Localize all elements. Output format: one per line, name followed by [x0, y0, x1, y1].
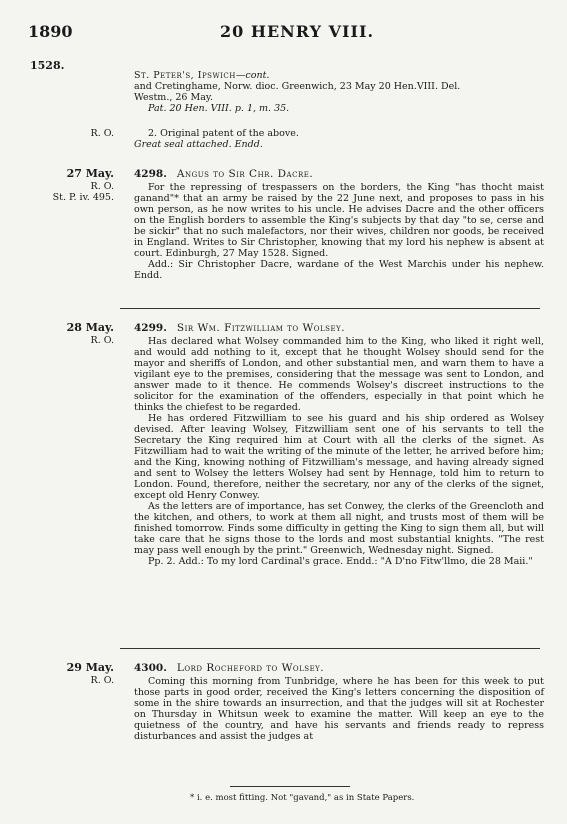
entry-4298-heading — [134, 168, 567, 180]
entry-divider — [120, 308, 540, 309]
entry-cont — [134, 70, 544, 114]
entry-4299-heading — [134, 322, 567, 334]
entry-4299-body: Has declared what Wolsey commanded him to the King, who liked it right well, and would add nothing to it, except that he thought Wolsey should send for the mayor and sheriffs of London, and other substantial men, and warn them to have a vigilant eye to the premises, considering that the message was sent to London, and answer made to it thence. He commends Wolsey's discreet instructions to the solicitor for the examination of the offenders, especially in that point which he thinks the chiefest to be regarded. He has ordered Fitzwilliam to see his guard and his ship ordered as Wolsey devised. After leaving Wolsey, Fitzwilliam sent one of his servants to tell the Secretary the King required him at Court with all the clerks of the signet. As Fitzwilliam had to wait the writing of the minute of the letter, he arrived before him; and the King, knowing nothing of Fitzwilliam's message, and having already signed and sent to Wolsey the letters Wolsey had sent by Hennage, told him to return to London. Found, therefore, neither the secretary, nor any of the clerks of the signet, except old Henry Conwey. As the letters are of importance, has set Conwey, the clerks of the Greencloth and the kitchen, and others, to work at them all night, and trusts most of them will be finished tomorrow. Finds some difficulty in getting the King to sign them all, but will take care that he signs those to the lords and most substantial knights. "The rest may pass well enough by the print." Greenwich, Wednesday night. Signed. Pp. 2. Add.: To my lord Cardinal's grace. Endd.: "A D'no Fitw'llmo, die 28 Maii." — [134, 336, 544, 567]
entry-title: Sir Wm. Fitzwilliam to Wolsey. — [176, 322, 346, 334]
entry-4298-body: For the repressing of trespassers on the borders, the King "has thocht maist ganand"* that an army be raised by the 22 June next, and proposes to pass in his own person, as he now writes to his uncle. He advises Dacre and the other officers on the English borders to assemble the King's subjects by that day "to se, cerse and be sickir" that no such malefactors, nor their wives, children nor goods, be received in England. Writes to Sir Christopher, knowing that my lord his nephew is absent at court. Edinburgh, 27 May 1528. Signed. Add.: Sir Christopher Dacre, wardane of the West Marchis under his nephew. Endd. — [134, 182, 544, 281]
entry-cont-line-1: and Cretinghame, Norw. dioc. Greenwich, 23 May 20 Hen.VIII. Del. — [134, 81, 461, 92]
entry-title: Lord Rocheford to Wolsey. — [176, 662, 325, 674]
entry-4299-margin: 28 May. R. O. — [66, 321, 114, 346]
entry-title: Angus to Sir Chr. Dacre. — [176, 168, 314, 180]
entry-4298-margin: 27 May. R. O. St. P. iv. 495. — [52, 167, 114, 203]
entry-4300-heading — [134, 662, 567, 674]
entry-4300-body: Coming this morning from Tunbridge, where he has been for this week to put those parts in good order, received the King's letters concerning the disposition of some in the shire towards an insurrection, and that the judges will sit at Rochester on Thursday in Whitsun week to examine the matter. Will keep an eye to the quietness of the country, and have his servants and friends ready to repress disturbances and assist the judges at — [134, 676, 544, 742]
page-number: 1890 — [28, 22, 73, 41]
year-margin: 1528. — [30, 59, 65, 72]
footnote-rule — [230, 786, 350, 787]
entry-cont2: 2. Original patent of the above. Great seal attached. Endd. — [134, 128, 299, 150]
running-head: 20 HENRY VIII. — [220, 22, 375, 41]
entry-4300-margin: 29 May. R. O. — [66, 661, 114, 686]
entry-number: 4300. — [134, 662, 167, 674]
entry-divider — [120, 648, 540, 649]
entry-number: 4298. — [134, 168, 167, 180]
entry-cont-line-2: Westm., 26 May. — [134, 92, 213, 103]
entry-cont2-margin: R. O. — [90, 128, 114, 139]
footnote: * i. e. most fitting. Not "gavand," as in State Papers. — [190, 793, 415, 803]
entry-cont-title: St. Peter's, Ipswich—cont. — [134, 70, 270, 81]
page-header — [0, 0, 567, 44]
entry-cont-pat: Pat. 20 Hen. VIII. p. 1, m. 35. — [148, 103, 290, 114]
entry-number: 4299. — [134, 322, 167, 334]
